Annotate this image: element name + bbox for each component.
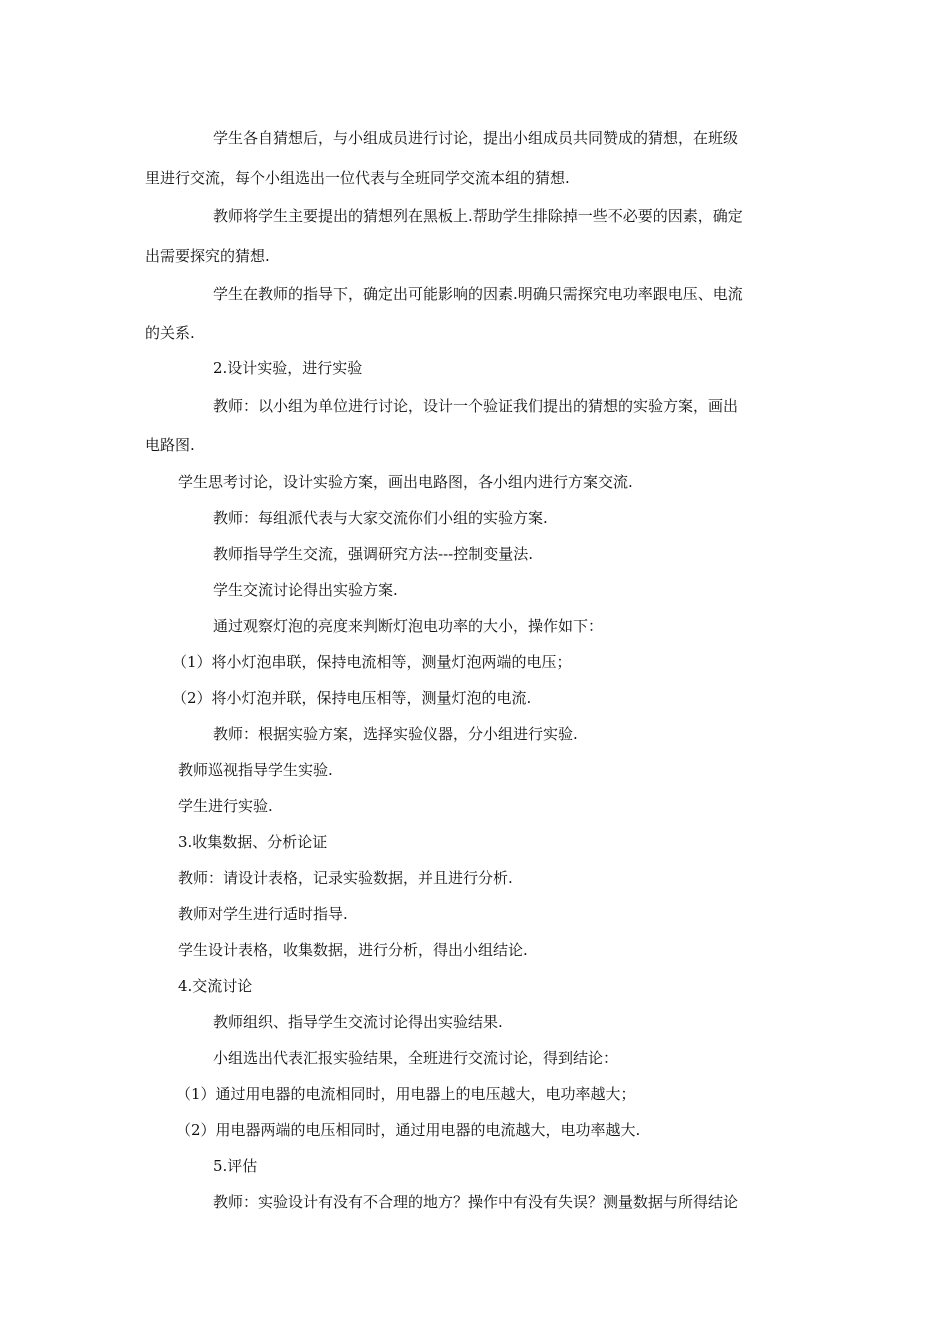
paragraph-line: 学生交流讨论得出实验方案. <box>213 581 398 599</box>
paragraph-line: 通过观察灯泡的亮度来判断灯泡电功率的大小，操作如下： <box>213 617 604 635</box>
paragraph-line: 学生思考讨论，设计实验方案，画出电路图，各小组内进行方案交流. <box>178 473 633 491</box>
list-item: （2）将小灯泡并联，保持电压相等，测量灯泡的电流. <box>172 689 532 707</box>
paragraph-line: 教师巡视指导学生实验. <box>178 761 333 779</box>
paragraph-line: 教师指导学生交流，强调研究方法---控制变量法. <box>213 545 533 563</box>
paragraph-line: 里进行交流，每个小组选出一位代表与全班同学交流本组的猜想. <box>145 169 570 187</box>
paragraph-line: 学生设计表格，收集数据，进行分析，得出小组结论. <box>178 941 528 959</box>
section-heading: 3.收集数据、分析论证 <box>178 833 328 851</box>
paragraph-line: 教师：实验设计有没有不合理的地方？操作中有没有失误？测量数据与所得结论 <box>213 1193 739 1211</box>
section-heading: 4.交流讨论 <box>178 977 253 995</box>
paragraph-line: 教师：请设计表格，记录实验数据，并且进行分析. <box>178 869 513 887</box>
paragraph-line: 的关系. <box>145 324 195 342</box>
paragraph-line: 教师组织、指导学生交流讨论得出实验结果. <box>213 1013 503 1031</box>
paragraph-line: 教师：根据实验方案，选择实验仪器，分小组进行实验. <box>213 725 578 743</box>
list-item: （1）将小灯泡串联，保持电流相等，测量灯泡两端的电压； <box>172 653 572 671</box>
section-heading: 5.评估 <box>213 1157 258 1175</box>
paragraph-line: 教师：每组派代表与大家交流你们小组的实验方案. <box>213 509 548 527</box>
list-item: （2）用电器两端的电压相同时，通过用电器的电流越大，电功率越大. <box>176 1121 641 1139</box>
paragraph-line: 学生在教师的指导下，确定出可能影响的因素.明确只需探究电功率跟电压、电流 <box>213 285 743 303</box>
list-item: （1）通过用电器的电流相同时，用电器上的电压越大，电功率越大； <box>176 1085 636 1103</box>
paragraph-line: 学生进行实验. <box>178 797 273 815</box>
paragraph-line: 出需要探究的猜想. <box>145 247 270 265</box>
paragraph-line: 小组选出代表汇报实验结果，全班进行交流讨论，得到结论： <box>213 1049 619 1067</box>
paragraph-line: 教师将学生主要提出的猜想列在黑板上.帮助学生排除掉一些不必要的因素，确定 <box>213 207 743 225</box>
section-heading: 2.设计实验，进行实验 <box>213 359 363 377</box>
paragraph-line: 学生各自猜想后，与小组成员进行讨论，提出小组成员共同赞成的猜想，在班级 <box>213 129 739 147</box>
paragraph-line: 教师对学生进行适时指导. <box>178 905 348 923</box>
paragraph-line: 教师：以小组为单位进行讨论，设计一个验证我们提出的猜想的实验方案，画出 <box>213 397 739 415</box>
paragraph-line: 电路图. <box>145 436 195 454</box>
